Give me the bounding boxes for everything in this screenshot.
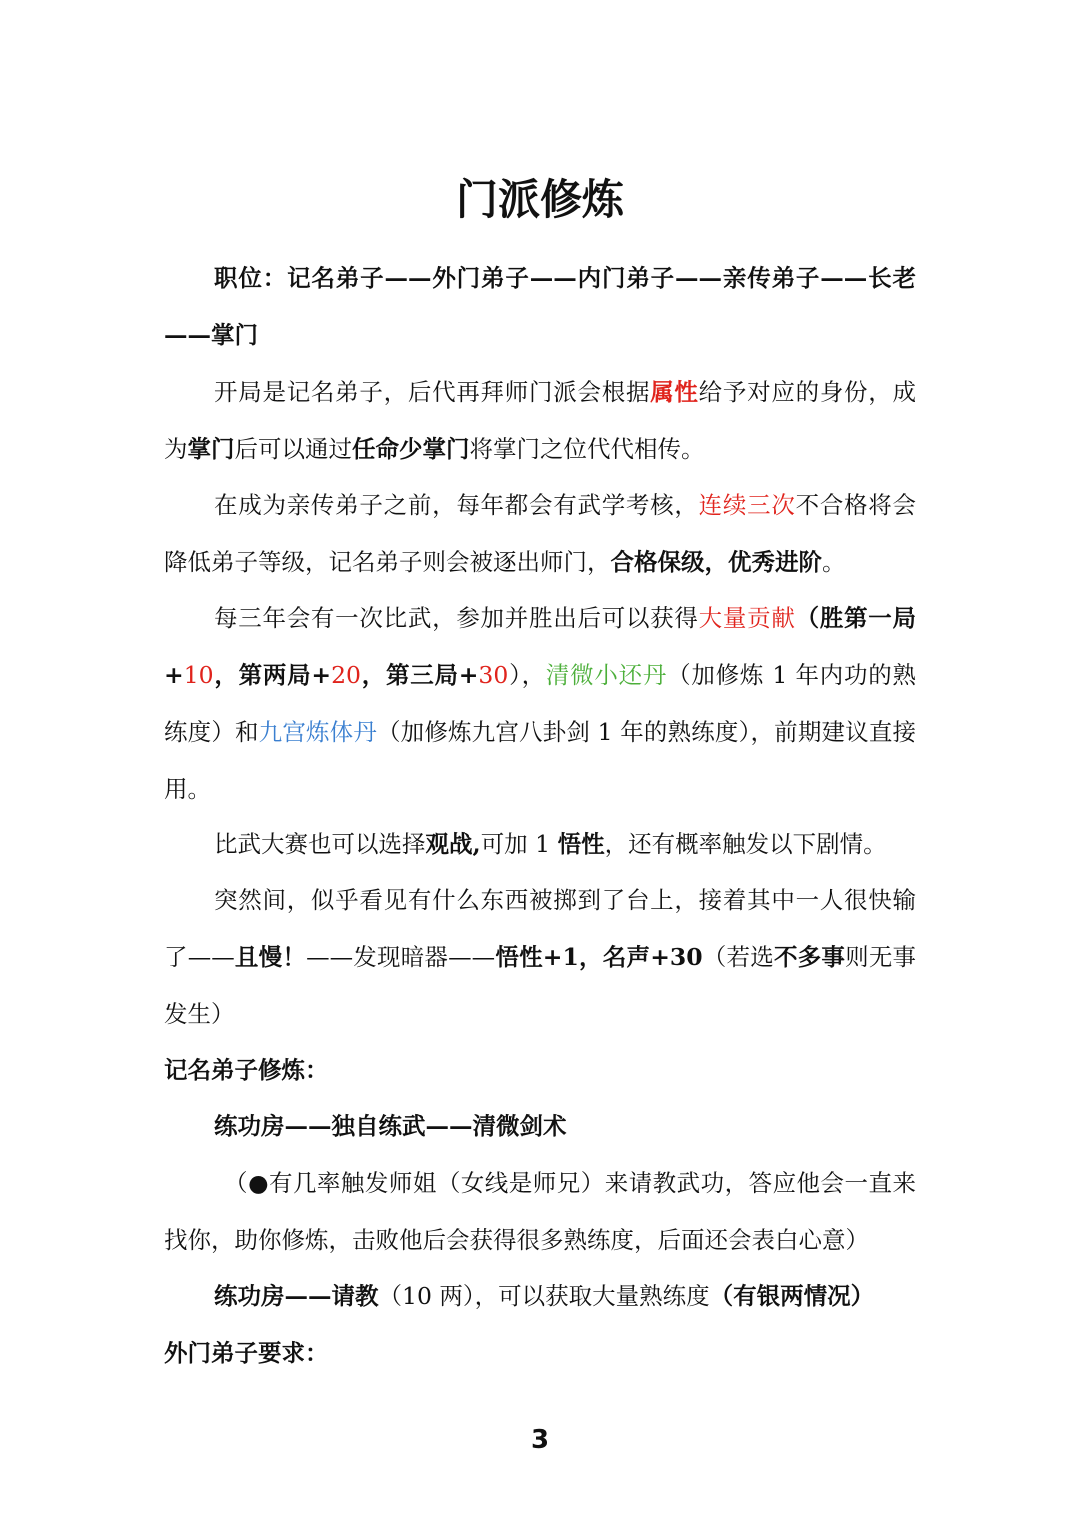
bold-span: （有银两情况） <box>709 1282 875 1310</box>
highlight-leader: 掌门 <box>187 435 235 463</box>
reward-value: 10 <box>183 661 214 689</box>
highlight-contribution: 大量贡献 <box>698 604 796 632</box>
bold-span: 不多事 <box>773 943 846 971</box>
bold-span: ，第三局+ <box>360 661 479 689</box>
text-span: （若选 <box>702 943 774 971</box>
section-heading-registered: 记名弟子修炼： <box>164 1056 329 1084</box>
highlight-pass: 合格保级，优秀进阶 <box>610 548 822 576</box>
page-number: 3 <box>530 1425 550 1455</box>
rank-list: 记名弟子——外门弟子——内门弟子——亲传弟子——长老——掌门 <box>164 264 916 349</box>
bold-span: ，第两局+ <box>213 661 332 689</box>
consult-paragraph <box>164 1268 916 1325</box>
page-title: 门派修炼 <box>455 175 624 224</box>
text-span: （10 两），可以获取大量熟练度 <box>378 1282 710 1310</box>
text-span: 将掌门之位代代相传。 <box>469 435 705 463</box>
text-span: 开局是记名弟子，后代再拜师门派会根据 <box>214 378 651 406</box>
text-span: 比武大赛也可以选择 <box>214 830 426 858</box>
text-span: 。 <box>822 548 846 576</box>
training-note: （●有几率触发师姐（女线是师兄）来请教武功，答应他会一直来找你，助你修炼，击败他后会获得很多熟练度，后面还会表白心意） <box>164 1169 916 1254</box>
text-span: ）， <box>508 661 546 689</box>
highlight-attribute: 属性 <box>650 378 699 406</box>
highlight-appoint: 任命少掌门 <box>352 435 470 463</box>
bold-span: （胜第一局+ <box>164 604 917 689</box>
training-path: 练功房——独自练武——清微剑术 <box>214 1112 567 1140</box>
text-span: 不合格将会降低弟子等级，记名弟子则会被逐出师门， <box>164 491 917 576</box>
text-span: 则无事发生） <box>164 943 917 1028</box>
highlight-spectate: 观战, <box>425 830 481 858</box>
intro-paragraph <box>164 364 916 478</box>
text-span: 每三年会有一次比武，参加并胜出后可以获得 <box>214 604 699 632</box>
highlight-three-times: 连续三次 <box>698 491 796 519</box>
bold-span: 练功房——请教 <box>214 1282 379 1310</box>
event-paragraph <box>164 872 916 1043</box>
rank-paragraph <box>164 250 916 364</box>
reward-value: 30 <box>478 661 509 689</box>
section-heading-outer: 外门弟子要求： <box>164 1339 329 1367</box>
exam-paragraph <box>164 477 916 591</box>
text-span: 突然间，似乎看见有什么东西被掷到了台上，接着其中一人很快输了—— <box>164 886 916 971</box>
text-span: 后可以通过 <box>234 435 352 463</box>
reward-value: 20 <box>331 661 361 689</box>
bold-span: 悟性+1，名声+30 <box>495 943 703 971</box>
text-span: （加修炼 1 年内功的熟练度）和 <box>164 661 917 746</box>
text-span: 可加 1 <box>480 830 558 858</box>
text-span: ——发现暗器—— <box>306 943 496 971</box>
text-span: ，还有概率触发以下剧情。 <box>604 830 887 858</box>
text-span: 在成为亲传弟子之前，每年都会有武学考核， <box>214 491 699 519</box>
highlight-pill-green: 清微小还丹 <box>545 661 668 689</box>
rank-label: 职位： <box>214 264 288 292</box>
spectate-paragraph <box>164 816 916 873</box>
bold-span: 且慢！ <box>234 943 307 971</box>
highlight-pill-blue: 九宫炼体丹 <box>258 718 378 746</box>
text-span: （加修炼九宫八卦剑 1 年的熟练度），前期建议直接用。 <box>164 718 916 803</box>
highlight-insight: 悟性 <box>557 830 605 858</box>
tournament-paragraph <box>164 590 916 818</box>
text-span: 给予对应的身份，成为 <box>164 378 917 463</box>
